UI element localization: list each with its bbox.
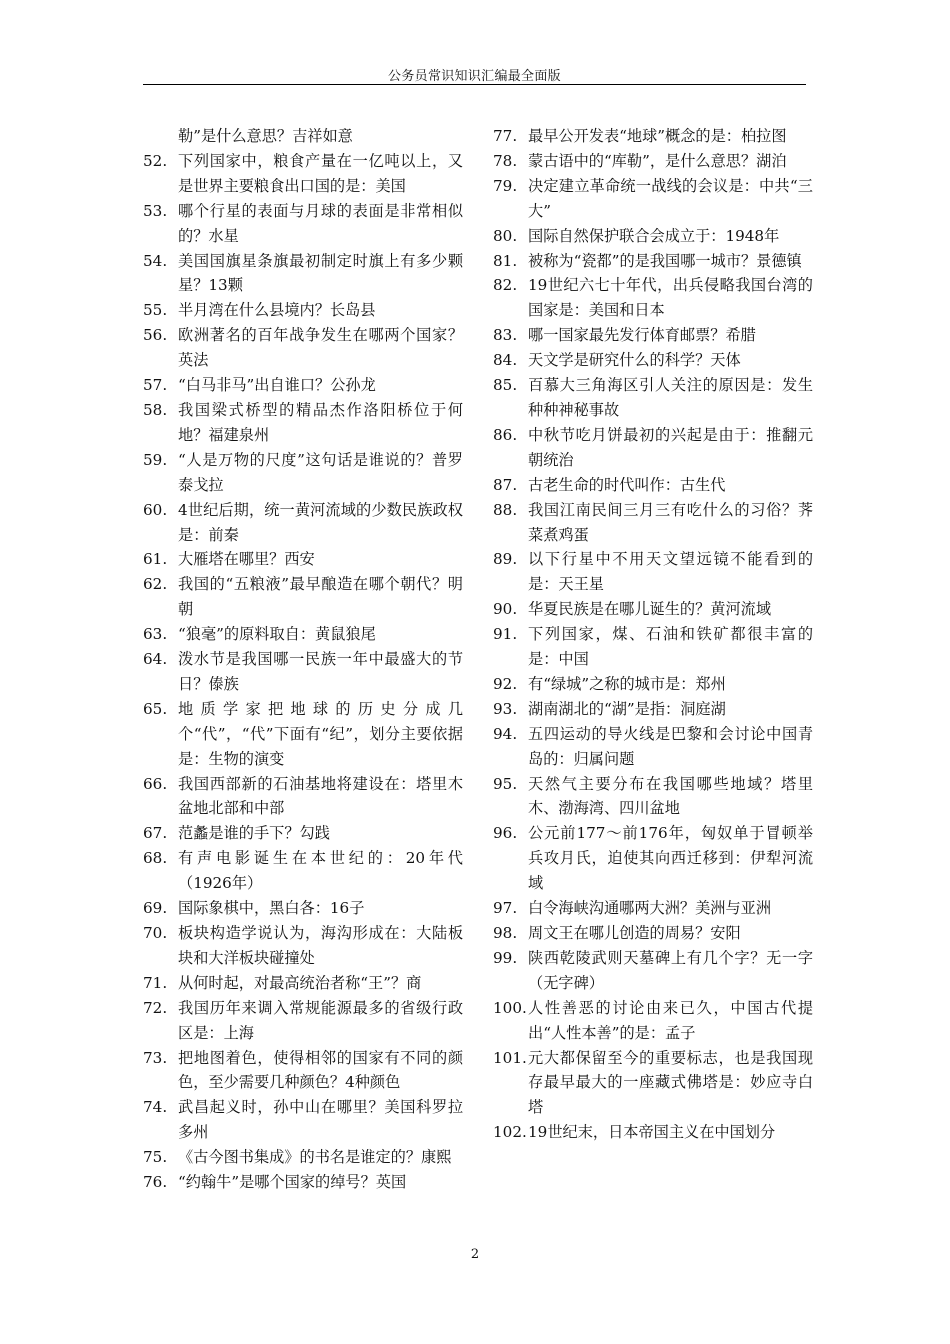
item-number: 75.: [143, 1148, 168, 1167]
item-number: 84.: [493, 351, 518, 370]
list-item: [493, 821, 813, 896]
item-number: 92.: [493, 674, 518, 693]
item-text: 中秋节吃月饼最初的兴起是由于：推翻元朝统治: [528, 425, 813, 469]
item-number: 101.: [493, 1048, 527, 1067]
item-number: 57.: [143, 376, 168, 395]
item-text: “白马非马”出自谁口？公孙龙: [178, 376, 376, 395]
item-text: 武昌起义时，孙中山在哪里？美国科罗拉多州: [178, 1098, 463, 1142]
item-text: 大雁塔在哪里？西安: [178, 550, 315, 569]
item-text: 天文学是研究什么的科学？天体: [528, 351, 741, 370]
item-text: 哪一国家最先发行体育邮票？希腊: [528, 326, 756, 345]
item-number: 74.: [143, 1098, 168, 1117]
item-text: 《古今图书集成》的书名是谁定的？康熙: [178, 1148, 452, 1167]
list-item: [493, 722, 813, 772]
list-item: [143, 1170, 463, 1195]
list-item: [143, 323, 463, 373]
item-number: 82.: [493, 276, 518, 295]
list-item: [143, 498, 463, 548]
item-text: 从何时起，对最高统治者称“王”？商: [178, 973, 422, 992]
item-number: 100.: [493, 998, 527, 1017]
item-text: 最早公开发表“地球”概念的是：柏拉图: [528, 127, 787, 145]
list-item: [493, 348, 813, 373]
item-number: 83.: [493, 326, 518, 345]
item-text: 把地图着色，使得相邻的国家有不同的颜色，至少需要几种颜色？4种颜色: [178, 1048, 463, 1092]
page-header: 公务员常识知识汇编最全面版: [388, 69, 561, 84]
item-number: 91.: [493, 625, 518, 644]
list-item: [143, 821, 463, 846]
item-text: 白令海峡沟通哪两大洲？美洲与亚洲: [528, 899, 771, 918]
list-item: [143, 622, 463, 647]
list-item: [143, 398, 463, 448]
item-text: 百慕大三角海区引人关注的原因是：发生种种神秘事故: [528, 376, 813, 419]
list-item: [493, 697, 813, 722]
item-number: 88.: [493, 500, 518, 519]
list-item: [493, 772, 813, 822]
item-text: 以下行星中不用天文望远镜不能看到的是：天王星: [528, 550, 813, 594]
item-number: 80.: [493, 226, 518, 245]
item-number: 66.: [143, 774, 168, 793]
list-item: [143, 846, 463, 896]
item-text: 下列国家，煤、石油和铁矿都很丰富的是：中国: [528, 625, 813, 669]
item-number: 79.: [493, 176, 518, 195]
list-item: [143, 1046, 463, 1096]
item-text: 公元前177～前176年，匈奴单于冒顿举兵攻月氏，迫使其向西迁移到：伊犁河流域: [528, 824, 813, 893]
item-number: 60.: [143, 500, 168, 519]
item-text: 人性善恶的讨论由来已久，中国古代提出“人性本善”的是：孟子: [528, 998, 813, 1042]
list-item: [143, 921, 463, 971]
item-text: 我国历年来调入常规能源最多的省级行政区是：上海: [178, 998, 463, 1042]
item-text: 周文王在哪儿创造的周易？安阳: [528, 924, 741, 942]
item-number: 87.: [493, 475, 518, 494]
item-text: 我国西部新的石油基地将建设在：塔里木盆地北部和中部: [178, 774, 463, 818]
item-number: 89.: [493, 550, 518, 569]
item-number: 52.: [143, 151, 168, 170]
list-item: [143, 896, 463, 921]
item-number: 53.: [143, 201, 168, 220]
item-number: 54.: [143, 251, 168, 270]
list-item: [143, 149, 463, 199]
item-text: 19世纪六七十年代，出兵侵略我国台湾的国家是：美国和日本: [528, 276, 813, 320]
list-item: [493, 946, 813, 996]
list-item: [493, 672, 813, 697]
item-number: 56.: [143, 326, 168, 345]
list-item: [143, 971, 463, 996]
item-text: 泼水节是我国哪一民族一年中最盛大的节日？傣族: [178, 650, 463, 693]
list-item: [493, 124, 813, 149]
list-item: [143, 772, 463, 822]
list-item: [493, 921, 813, 946]
list-item: [143, 1145, 463, 1170]
item-number: 85.: [493, 376, 518, 395]
item-number: 86.: [493, 425, 518, 444]
item-number: 81.: [493, 251, 518, 270]
item-text: 地质学家把地球的历史分成几个“代”，“代”下面有“纪”，划分主要依据是：生物的演变: [178, 699, 463, 768]
item-text: 我国江南民间三月三有吃什么的习俗？荠菜煮鸡蛋: [528, 500, 813, 544]
item-number: 102.: [493, 1123, 527, 1142]
item-text: “狼毫”的原料取自：黄鼠狼尾: [178, 625, 376, 644]
item-number: 70.: [143, 924, 168, 942]
list-item: [493, 547, 813, 597]
item-number: 78.: [493, 151, 518, 170]
list-item: [493, 996, 813, 1046]
list-item: [493, 224, 813, 249]
list-item: [493, 896, 813, 921]
item-text: 有“绿城”之称的城市是：郑州: [528, 674, 726, 693]
list-item: [143, 249, 463, 299]
item-number: 99.: [493, 948, 518, 967]
item-text: 陕西乾陵武则天墓碑上有几个字？无一字（无字碑）: [528, 948, 813, 992]
item-text: 古老生命的时代叫作：古生代: [528, 475, 726, 494]
list-item: [493, 1046, 813, 1121]
list-item: [493, 373, 813, 423]
item-number: 65.: [143, 699, 168, 718]
item-text: 元大都保留至今的重要标志，也是我国现存最早最大的一座藏式佛塔是：妙应寺白塔: [528, 1048, 813, 1117]
list-item: [143, 199, 463, 249]
item-text: 我国梁式桥型的精品杰作洛阳桥位于何地？福建泉州: [178, 400, 463, 444]
item-number: 64.: [143, 650, 168, 669]
list-item: [143, 373, 463, 398]
item-text: 下列国家中，粮食产量在一亿吨以上，又是世界主要粮食出口国的是：美国: [178, 151, 463, 195]
item-number: 62.: [143, 575, 168, 594]
item-number: 96.: [493, 824, 518, 843]
continuation-text: 勒”是什么意思？吉祥如意: [178, 127, 353, 145]
item-number: 98.: [493, 924, 518, 942]
item-number: 68.: [143, 849, 168, 868]
item-number: 71.: [143, 973, 168, 992]
item-number: 69.: [143, 899, 168, 918]
list-item: [143, 996, 463, 1046]
item-number: 61.: [143, 550, 168, 569]
item-text: 欧洲著名的百年战争发生在哪两个国家？英法: [178, 326, 463, 370]
list-item: [493, 498, 813, 548]
list-item: [143, 547, 463, 572]
item-text: “约翰牛”是哪个国家的绰号？英国: [178, 1173, 407, 1192]
item-number: 58.: [143, 400, 168, 419]
list-item: [143, 1095, 463, 1145]
item-text: 被称为“瓷都”的是我国哪一城市？景德镇: [528, 251, 802, 270]
item-text: 范蠡是谁的手下？勾践: [178, 824, 330, 843]
list-item: [493, 473, 813, 498]
item-text: 哪个行星的表面与月球的表面是非常相似的？水星: [178, 201, 463, 245]
left-column: [143, 124, 463, 1195]
list-item: [143, 697, 463, 772]
item-number: 93.: [493, 699, 518, 718]
list-item: [143, 298, 463, 323]
item-number: 59.: [143, 450, 168, 469]
item-number: 97.: [493, 899, 518, 918]
item-text: 有声电影诞生在本世纪的：20年代（1926年）: [178, 849, 463, 893]
item-text: 我国的“五粮液”最早酿造在哪个朝代？明朝: [178, 575, 463, 619]
item-text: 湖南湖北的“湖”是指：洞庭湖: [528, 699, 726, 718]
item-number: 63.: [143, 625, 168, 644]
item-text: 华夏民族是在哪儿诞生的？黄河流域: [528, 600, 771, 619]
item-text: 国际象棋中，黑白各：16子: [178, 899, 365, 918]
list-item: [493, 174, 813, 224]
list-item: [493, 273, 813, 323]
item-text: 半月湾在什么县境内？长岛县: [178, 301, 376, 320]
item-text: 国际自然保护联合会成立于：1948年: [528, 226, 780, 245]
list-item: [493, 249, 813, 274]
item-number: 95.: [493, 774, 518, 793]
item-number: 55.: [143, 301, 168, 320]
page-number: 2: [470, 1247, 480, 1262]
item-text: 19世纪末，日本帝国主义在中国划分: [528, 1123, 776, 1142]
item-number: 72.: [143, 998, 168, 1017]
list-item: [493, 149, 813, 174]
item-text: 天然气主要分布在我国哪些地域？塔里木、渤海湾、四川盆地: [528, 774, 813, 818]
item-number: 77.: [493, 127, 518, 145]
item-number: 67.: [143, 824, 168, 843]
list-item: [493, 622, 813, 672]
item-text: 板块构造学说认为，海沟形成在：大陆板块和大洋板块碰撞处: [178, 924, 463, 967]
item-number: 76.: [143, 1173, 168, 1192]
list-item: [143, 647, 463, 697]
list-item: [493, 423, 813, 473]
item-text: 五四运动的导火线是巴黎和会讨论中国青岛的：归属问题: [528, 724, 813, 768]
item-text: 美国国旗星条旗最初制定时旗上有多少颗星？13颗: [178, 251, 463, 295]
list-item: [143, 448, 463, 498]
item-number: 94.: [493, 724, 518, 743]
item-text: 决定建立革命统一战线的会议是：中共“三大”: [528, 176, 813, 220]
list-item: [143, 572, 463, 622]
item-number: 90.: [493, 600, 518, 619]
item-text: 蒙古语中的“库勒”，是什么意思？湖泊: [528, 151, 787, 170]
list-item: [493, 597, 813, 622]
list-item: [493, 323, 813, 348]
header-divider: [143, 84, 806, 85]
item-text: 4世纪后期，统一黄河流域的少数民族政权是：前秦: [178, 500, 463, 544]
list-item: [493, 1120, 813, 1145]
item-text: “人是万物的尺度”这句话是谁说的？普罗泰戈拉: [178, 450, 463, 494]
item-number: 73.: [143, 1048, 168, 1067]
right-column: [493, 124, 813, 1145]
